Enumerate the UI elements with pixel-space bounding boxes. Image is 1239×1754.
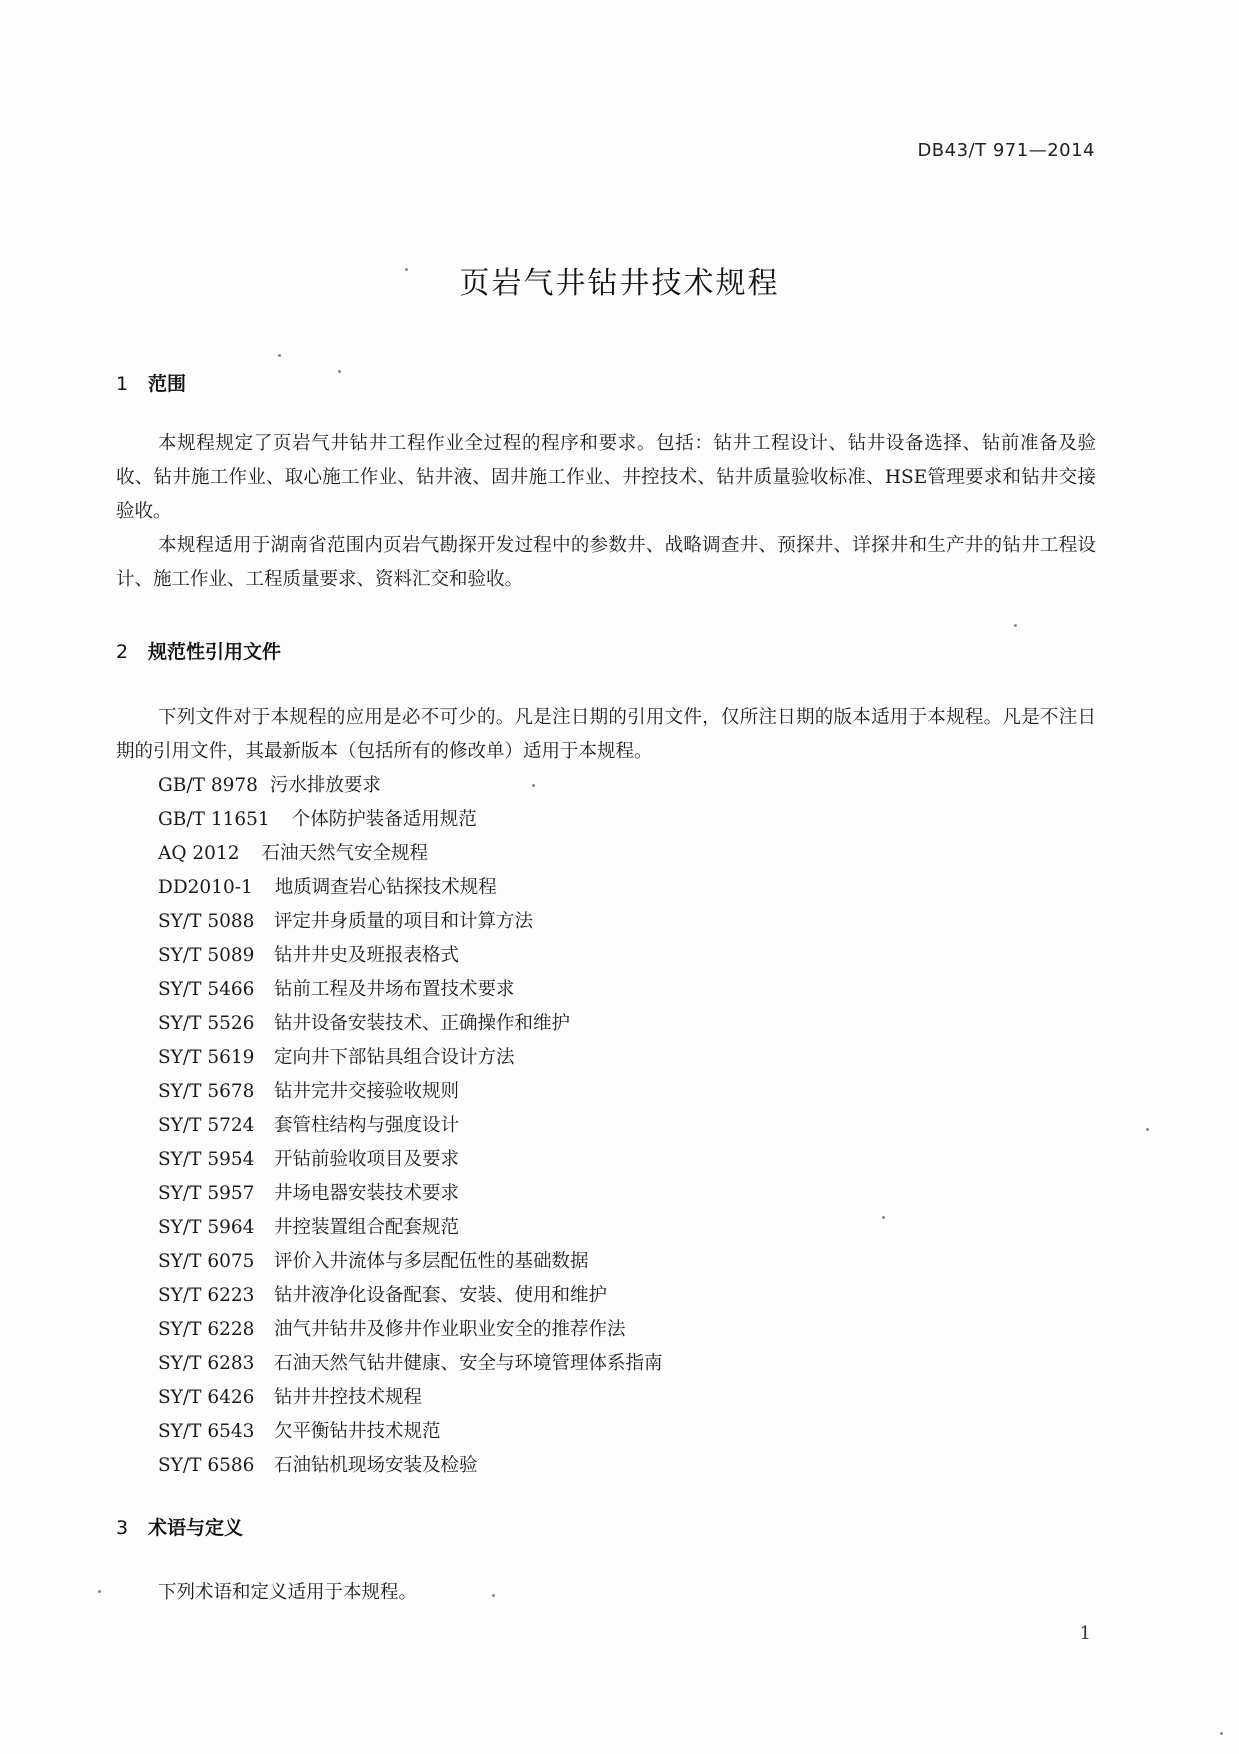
reference-name: 评定井身质量的项目和计算方法 [274, 911, 534, 932]
section-title: 规范性引用文件 [148, 641, 282, 663]
section-number: 1 [116, 373, 129, 395]
reference-code: SY/T 5964 [158, 1217, 255, 1238]
reference-item [116, 1415, 1096, 1449]
reference-name: 钻前工程及井场布置技术要求 [274, 979, 515, 1000]
reference-name: 地质调查岩心钻探技术规程 [274, 877, 497, 898]
scan-speck [1220, 1732, 1223, 1735]
scan-speck [278, 354, 281, 357]
section-scope [116, 372, 1096, 597]
reference-name: 石油天然气钻井健康、安全与环境管理体系指南 [274, 1353, 663, 1374]
reference-code: GB/T 8978 [158, 775, 258, 796]
document-title: 页岩气井钻井技术规程 [459, 266, 780, 301]
reference-item [116, 1007, 1096, 1041]
section-number: 2 [116, 641, 129, 663]
reference-code: SY/T 5088 [158, 911, 255, 932]
reference-item [116, 1449, 1096, 1483]
reference-name: 定向井下部钻具组合设计方法 [274, 1047, 515, 1068]
reference-item [116, 1381, 1096, 1415]
reference-code: DD2010-1 [158, 877, 253, 898]
reference-item [116, 837, 1096, 871]
reference-code: SY/T 6075 [158, 1251, 255, 1272]
document-code: DB43/T 971—2014 [917, 140, 1095, 161]
reference-item [116, 803, 1096, 837]
reference-code: SY/T 6228 [158, 1319, 255, 1340]
reference-name: 钻井液净化设备配套、安装、使用和维护 [274, 1285, 608, 1306]
reference-code: SY/T 5724 [158, 1115, 255, 1136]
reference-item [116, 871, 1096, 905]
reference-name: 井场电器安装技术要求 [274, 1183, 460, 1204]
section-heading [116, 640, 1096, 664]
reference-code: SY/T 5954 [158, 1149, 255, 1170]
reference-name: 石油钻机现场安装及检验 [274, 1455, 478, 1476]
reference-item [116, 973, 1096, 1007]
reference-code: SY/T 6586 [158, 1455, 255, 1476]
section-title: 范围 [148, 373, 187, 395]
reference-code: SY/T 5526 [158, 1013, 255, 1034]
scan-speck [338, 370, 341, 373]
reference-name: 污水排放要求 [269, 775, 381, 796]
reference-code: SY/T 5957 [158, 1183, 255, 1204]
reference-name: 评价入井流体与多层配伍性的基础数据 [274, 1251, 589, 1272]
reference-name: 个体防护装备适用规范 [291, 809, 477, 830]
reference-item [116, 1177, 1096, 1211]
reference-name: 石油天然气安全规程 [261, 843, 429, 864]
reference-name: 钻井设备安装技术、正确操作和维护 [274, 1013, 571, 1034]
reference-name: 钻井井史及班报表格式 [274, 945, 460, 966]
reference-name: 油气井钻井及修井作业职业安全的推荐作法 [274, 1319, 626, 1340]
section-normative-references [116, 640, 1096, 1483]
scan-speck [405, 268, 408, 271]
reference-item [116, 1245, 1096, 1279]
section-title: 术语与定义 [148, 1517, 244, 1539]
reference-name: 开钻前验收项目及要求 [274, 1149, 460, 1170]
reference-list [116, 769, 1096, 1483]
reference-item [116, 1211, 1096, 1245]
paragraph: 下列文件对于本规程的应用是必不可少的。凡是注日期的引用文件，仅所注日期的版本适用于本规程。凡是不注日期的引用文件，其最新版本（包括所有的修改单）适用于本规程。 [116, 707, 1096, 762]
reference-item [116, 939, 1096, 973]
reference-item [116, 1279, 1096, 1313]
section-heading [116, 372, 1096, 396]
reference-name: 欠平衡钻井技术规范 [274, 1421, 441, 1442]
reference-item [116, 905, 1096, 939]
reference-name: 套管柱结构与强度设计 [274, 1115, 460, 1136]
reference-code: AQ 2012 [158, 843, 240, 864]
scan-speck [1014, 624, 1017, 627]
reference-item [116, 1109, 1096, 1143]
reference-name: 钻井井控技术规程 [274, 1387, 423, 1408]
reference-code: SY/T 5678 [158, 1081, 255, 1102]
scan-speck [882, 1216, 885, 1219]
reference-item [116, 1041, 1096, 1075]
reference-code: SY/T 5089 [158, 945, 255, 966]
paragraph: 本规程规定了页岩气井钻井工程作业全过程的程序和要求。包括：钻井工程设计、钻井设备选择、钻前准备及验收、钻井施工作业、取心施工作业、钻井液、固井施工作业、井控技术、钻井质量验收标准、HSE管理要求和钻井交接验收。 [116, 433, 1096, 522]
page-number: 1 [1079, 1623, 1091, 1644]
reference-code: SY/T 5619 [158, 1047, 255, 1068]
section-heading [116, 1516, 1096, 1540]
reference-name: 井控装置组合配套规范 [274, 1217, 460, 1238]
scan-speck [1146, 1128, 1149, 1131]
paragraph: 本规程适用于湖南省范围内页岩气勘探开发过程中的参数井、战略调查井、预探井、详探井和生产井的钻井工程设计、施工作业、工程质量要求、资料汇交和验收。 [116, 535, 1096, 590]
reference-item [116, 1075, 1096, 1109]
section-number: 3 [116, 1517, 129, 1539]
reference-item [116, 1143, 1096, 1177]
reference-code: SY/T 6223 [158, 1285, 255, 1306]
reference-code: SY/T 6543 [158, 1421, 255, 1442]
scan-speck [98, 1590, 101, 1593]
reference-code: SY/T 6283 [158, 1353, 255, 1374]
reference-code: SY/T 6426 [158, 1387, 255, 1408]
section-terms-definitions [116, 1516, 1096, 1610]
paragraph: 下列术语和定义适用于本规程。 [158, 1582, 418, 1603]
reference-item [116, 1347, 1096, 1381]
reference-code: SY/T 5466 [158, 979, 255, 1000]
reference-item [116, 1313, 1096, 1347]
scan-speck [492, 1594, 495, 1597]
reference-item [116, 769, 1096, 803]
reference-code: GB/T 11651 [158, 809, 270, 830]
scan-speck [532, 784, 535, 787]
reference-name: 钻井完井交接验收规则 [274, 1081, 460, 1102]
